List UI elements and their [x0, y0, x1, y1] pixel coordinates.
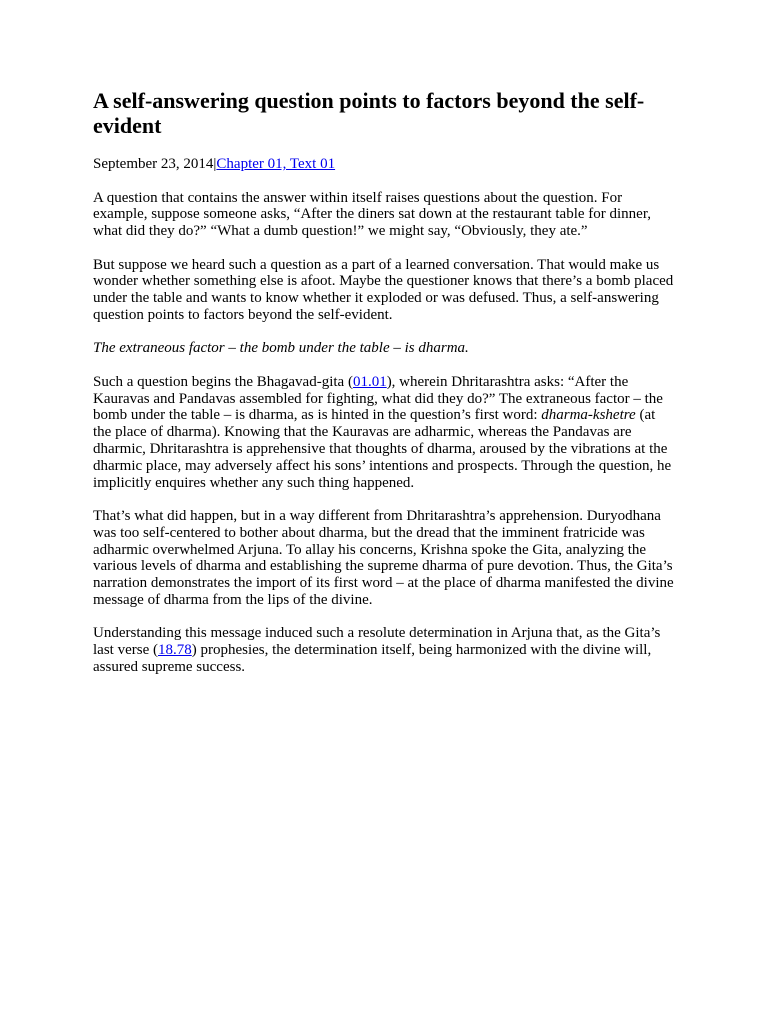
category-link[interactable]: Chapter 01, Text 01 — [216, 156, 336, 172]
p6-text-2: ) prophesies, the determination itself, being harmonized with the divine will, assured supreme success. — [93, 642, 652, 675]
p4-text-3: (at the place of dharma). Knowing that the Kauravas are adharmic, whereas the Pandavas are dharmic, Dhritarashtra is apprehensive that thoughts of dharma, aroused by the vibrations at the dharmic place, may adversely affect his sons’ intentions and prospects. Through the question, he implicitly enquires whether any such thing happened. — [93, 407, 672, 491]
paragraph-5: That’s what did happen, but in a way different from Dhritarashtra’s apprehension. Duryodhana was too self-centered to bother about dharma, but the dread that the imminent fratricide was adharmic overwhelmed Arjuna. To allay his concerns, Krishna spoke the Gita, analyzing the various levels of dharma and establishing the supreme dharma of pure devotion. Thus, the Gita’s narration demonstrates the import of its first word – at the place of dharma manifested the divine message of dharma from the lips of the divine. — [93, 507, 674, 608]
article-title: A self-answering question points to factors beyond the self-evident — [93, 88, 645, 138]
verse-link-18-78[interactable]: 18.78 — [157, 642, 192, 659]
italic-statement: The extraneous factor – the bomb under the table – is dharma. — [93, 340, 469, 357]
meta-separator: | — [213, 156, 217, 172]
p6-text-1: Understanding this message induced such a resolute determination in Arjuna that, as the Gita’s last verse ( — [93, 625, 661, 659]
article-meta — [93, 156, 675, 173]
paragraph-2: But suppose we heard such a question as a part of a learned conversation. That would make us wonder whether something else is afoot. Maybe the questioner knows that there’s a bomb placed under the table and wants to know whether it exploded or was defused. Thus, a self-answering question points to factors beyond the self-evident. — [93, 256, 674, 323]
p4-italic-term: dharma-kshetre — [541, 407, 636, 424]
paragraph-3 — [93, 340, 675, 357]
paragraph-4 — [93, 374, 675, 492]
paragraph-6 — [93, 625, 675, 675]
post-date: September 23, 2014 — [93, 156, 214, 172]
paragraph-1: A question that contains the answer within itself raises questions about the question. For example, suppose someone asks, “After the diners sat down at the restaurant table for dinner, what did they do?” “What a dumb question!” we might say, “Obviously, they ate.” — [93, 189, 651, 240]
p4-text-1: Such a question begins the Bhagavad-gita ( — [93, 373, 353, 390]
verse-link-01-01[interactable]: 01.01 — [352, 373, 387, 390]
p4-text-2: ), wherein Dhritarashtra asks: “After the Kauravas and Pandavas assembled for fighting, what did they do?” The extraneous factor – the bomb under the table – is dharma, as is hinted in the question’s first word: — [93, 373, 663, 424]
